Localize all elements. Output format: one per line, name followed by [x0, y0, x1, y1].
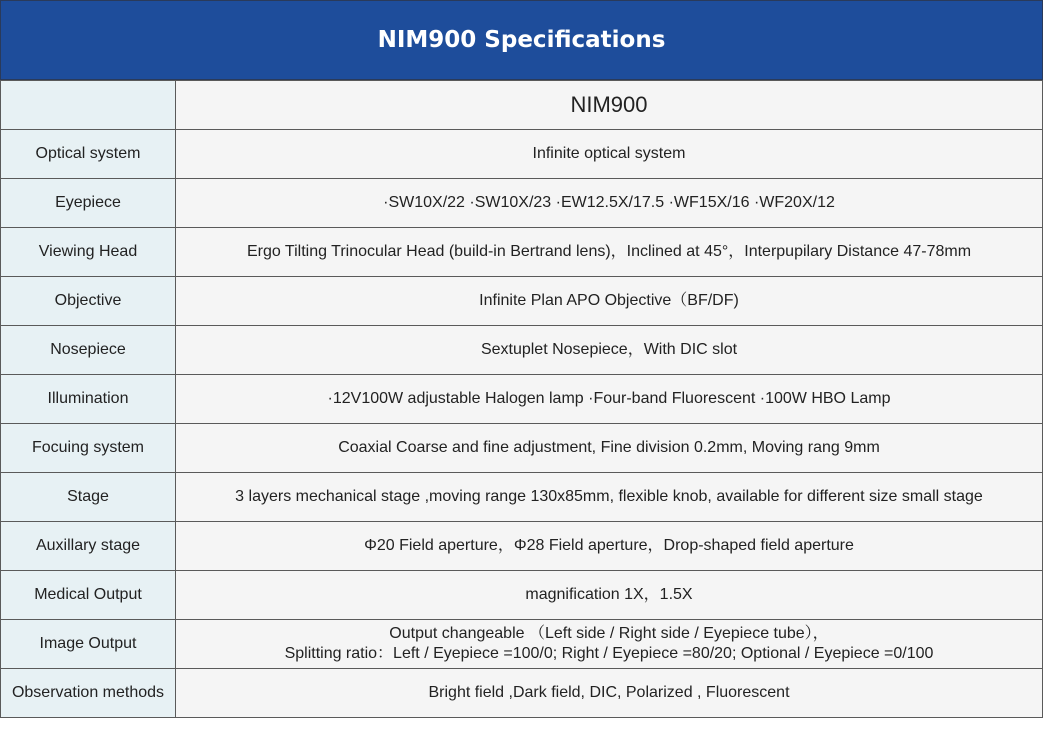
table-row	[1, 571, 1043, 620]
table-row	[1, 326, 1043, 375]
row-label: Focuing system	[1, 424, 176, 473]
title-bar	[0, 0, 1043, 80]
row-value	[176, 620, 1043, 669]
row-label: Nosepiece	[1, 326, 176, 375]
row-label: Objective	[1, 277, 176, 326]
row-value-line: Output changeable （Left side / Right side / Eyepiece tube），	[389, 625, 829, 642]
table-row	[1, 522, 1043, 571]
row-value: Ergo Tilting Trinocular Head (build-in Bertrand lens)，Inclined at 45°，Interpupilary Distance 47-78mm	[176, 228, 1043, 277]
table-row	[1, 130, 1043, 179]
page-title: NIM900 Specifications	[377, 27, 666, 53]
row-label: Medical Output	[1, 571, 176, 620]
table-row	[1, 375, 1043, 424]
row-value: Coaxial Coarse and fine adjustment, Fine division 0.2mm, Moving rang 9mm	[176, 424, 1043, 473]
table-row	[1, 669, 1043, 718]
table-row	[1, 424, 1043, 473]
row-value-line: Splitting ratio：Left / Eyepiece =100/0; Right / Eyepiece =80/20; Optional / Eyepiece =0/100	[284, 645, 934, 662]
row-label: Image Output	[1, 620, 176, 669]
row-value: magnification 1X，1.5X	[176, 571, 1043, 620]
table-row	[1, 81, 1043, 130]
row-label: Optical system	[1, 130, 176, 179]
row-label: Auxillary stage	[1, 522, 176, 571]
row-label: Illumination	[1, 375, 176, 424]
row-value: Φ20 Field aperture，Φ28 Field aperture，Drop-shaped field aperture	[176, 522, 1043, 571]
row-value: 3 layers mechanical stage ,moving range 130x85mm, flexible knob, available for different size small stage	[176, 473, 1043, 522]
row-label	[1, 81, 176, 130]
table-row	[1, 620, 1043, 669]
row-value: Bright field ,Dark field, DIC, Polarized , Fluorescent	[176, 669, 1043, 718]
row-value: ·12V100W adjustable Halogen lamp ·Four-band Fluorescent ·100W HBO Lamp	[176, 375, 1043, 424]
row-value: Infinite optical system	[176, 130, 1043, 179]
row-value: Infinite Plan APO Objective（BF/DF)	[176, 277, 1043, 326]
row-label: Stage	[1, 473, 176, 522]
table-row	[1, 473, 1043, 522]
row-value: ·SW10X/22 ·SW10X/23 ·EW12.5X/17.5 ·WF15X/16 ·WF20X/12	[176, 179, 1043, 228]
row-value: Sextuplet Nosepiece，With DIC slot	[176, 326, 1043, 375]
row-label: Observation methods	[1, 669, 176, 718]
spec-table	[0, 80, 1043, 718]
table-row	[1, 228, 1043, 277]
table-row	[1, 277, 1043, 326]
row-label: Viewing Head	[1, 228, 176, 277]
table-row	[1, 179, 1043, 228]
model-name: NIM900	[176, 81, 1043, 130]
row-label: Eyepiece	[1, 179, 176, 228]
